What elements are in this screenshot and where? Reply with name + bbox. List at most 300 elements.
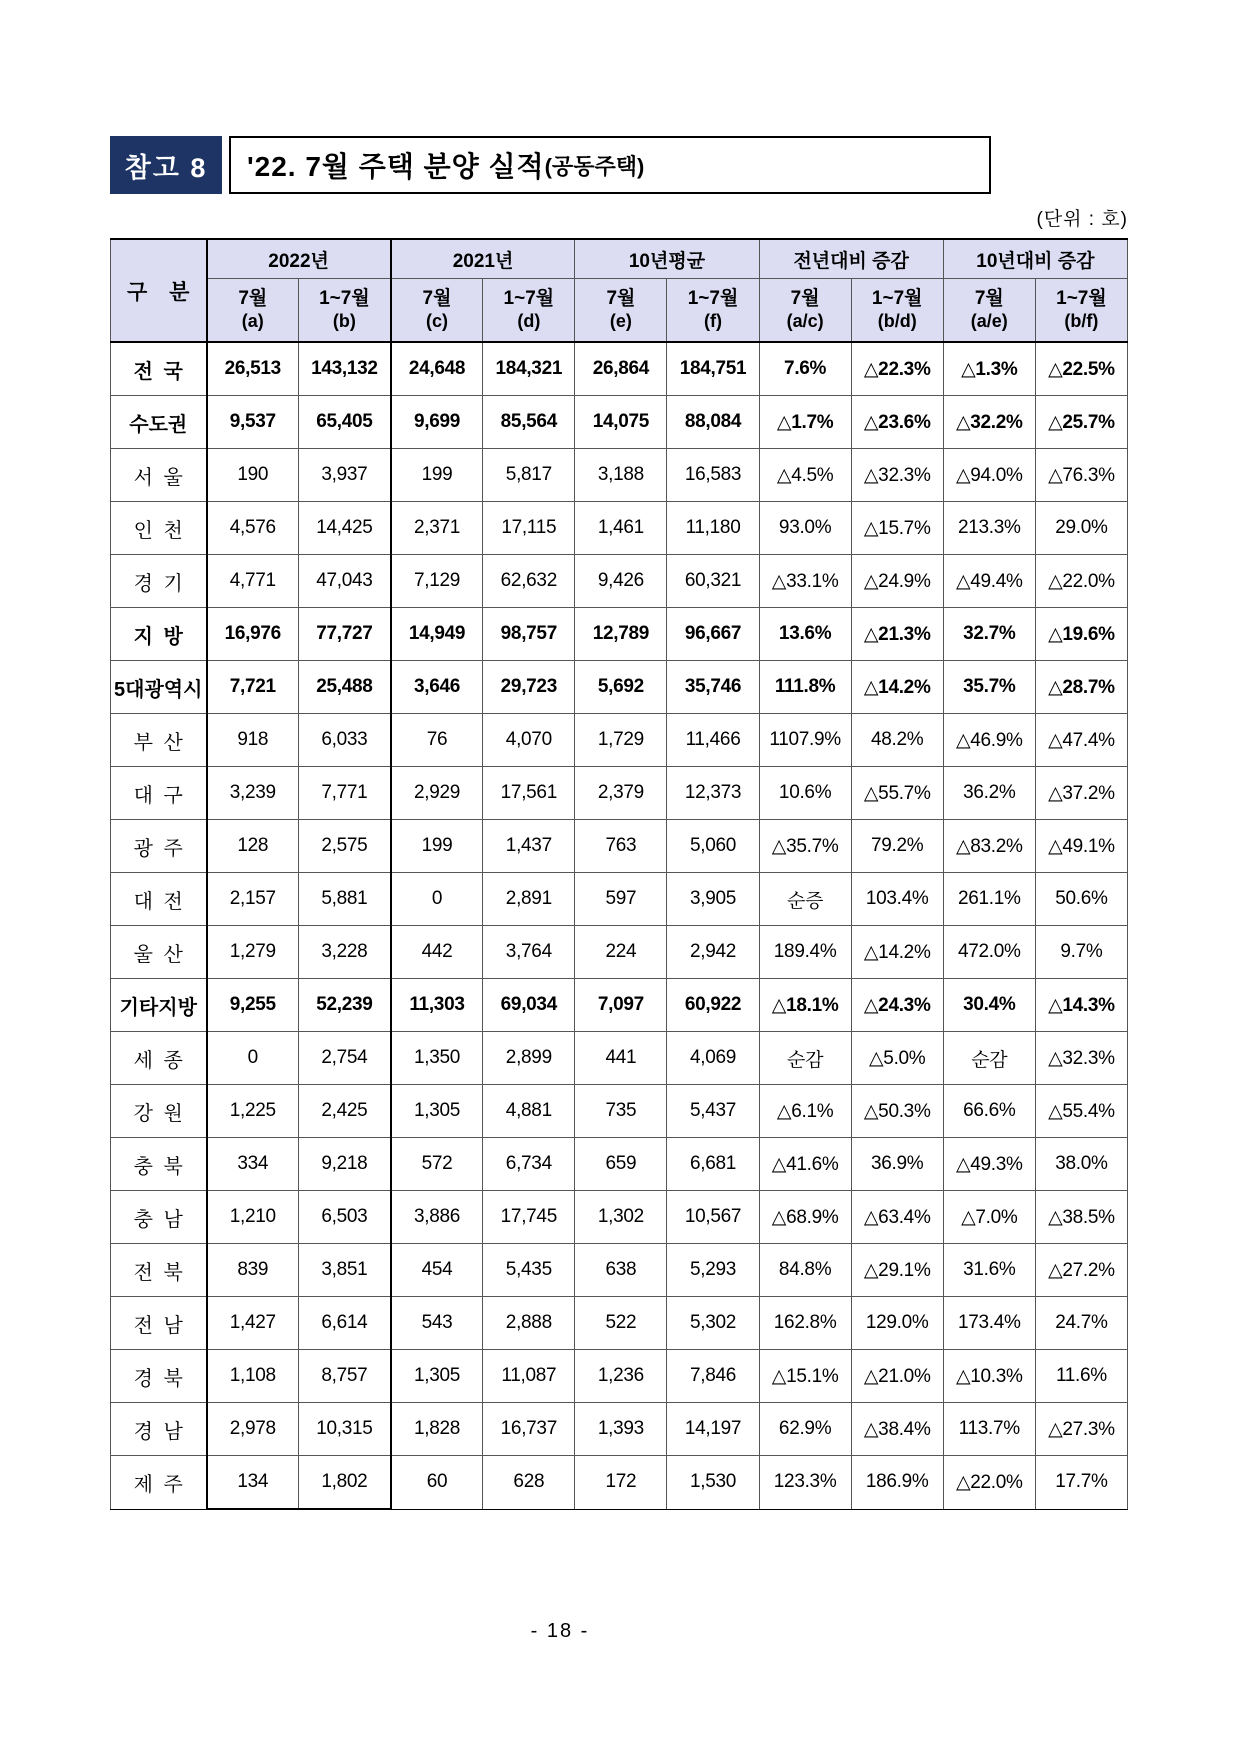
- subheader-b-d: [851, 279, 943, 343]
- value-cell: △27.3%: [1035, 1403, 1127, 1456]
- subheader-line2: (b/f): [1064, 311, 1099, 332]
- value-cell: △15.7%: [851, 502, 943, 555]
- row-label: 광 주: [111, 820, 207, 873]
- value-cell: 1,828: [391, 1403, 483, 1456]
- colgroup-yoy-change: 전년대비 증감: [759, 239, 943, 279]
- value-cell: 0: [207, 1032, 299, 1085]
- value-cell: 190: [207, 449, 299, 502]
- row-label: 강 원: [111, 1085, 207, 1138]
- subheader-a-e: [943, 279, 1035, 343]
- table-row: [111, 714, 1128, 767]
- subheader-line2: (b/d): [877, 311, 917, 332]
- value-cell: △14.2%: [851, 661, 943, 714]
- subheader-a-c: [759, 279, 851, 343]
- value-cell: 224: [575, 926, 667, 979]
- value-cell: 16,583: [667, 449, 759, 502]
- value-cell: 62.9%: [759, 1403, 851, 1456]
- value-cell: 7.6%: [759, 342, 851, 396]
- value-cell: 2,575: [299, 820, 391, 873]
- value-cell: 7,129: [391, 555, 483, 608]
- value-cell: 472.0%: [943, 926, 1035, 979]
- value-cell: 522: [575, 1297, 667, 1350]
- value-cell: △5.0%: [851, 1032, 943, 1085]
- value-cell: △1.7%: [759, 396, 851, 449]
- value-cell: △15.1%: [759, 1350, 851, 1403]
- value-cell: 543: [391, 1297, 483, 1350]
- page-title: '22. 7월 주택 분양 실적: [247, 151, 545, 182]
- value-cell: 5,881: [299, 873, 391, 926]
- value-cell: 66.6%: [943, 1085, 1035, 1138]
- table-row: [111, 1456, 1128, 1510]
- value-cell: △55.4%: [1035, 1085, 1127, 1138]
- value-cell: 65,405: [299, 396, 391, 449]
- value-cell: 17.7%: [1035, 1456, 1127, 1510]
- value-cell: 50.6%: [1035, 873, 1127, 926]
- value-cell: 30.4%: [943, 979, 1035, 1032]
- value-cell: 1,236: [575, 1350, 667, 1403]
- value-cell: 1,802: [299, 1456, 391, 1510]
- value-cell: △21.3%: [851, 608, 943, 661]
- value-cell: 10,315: [299, 1403, 391, 1456]
- title-box: [229, 136, 991, 194]
- table-row: [111, 608, 1128, 661]
- value-cell: 5,293: [667, 1244, 759, 1297]
- subheader-d: [483, 279, 575, 343]
- value-cell: 24.7%: [1035, 1297, 1127, 1350]
- value-cell: 5,435: [483, 1244, 575, 1297]
- subheader-line1: 1~7월: [687, 288, 739, 310]
- value-cell: 4,771: [207, 555, 299, 608]
- value-cell: 3,228: [299, 926, 391, 979]
- value-cell: 162.8%: [759, 1297, 851, 1350]
- value-cell: △49.4%: [943, 555, 1035, 608]
- value-cell: 2,371: [391, 502, 483, 555]
- value-cell: 143,132: [299, 342, 391, 396]
- value-cell: 1,305: [391, 1350, 483, 1403]
- subheader-a: [207, 279, 299, 343]
- table-row: [111, 555, 1128, 608]
- value-cell: 4,881: [483, 1085, 575, 1138]
- value-cell: △68.9%: [759, 1191, 851, 1244]
- value-cell: 1,350: [391, 1032, 483, 1085]
- value-cell: 60,922: [667, 979, 759, 1032]
- value-cell: 11.6%: [1035, 1350, 1127, 1403]
- subheader-line1: 7월: [606, 288, 636, 310]
- value-cell: 597: [575, 873, 667, 926]
- value-cell: △55.7%: [851, 767, 943, 820]
- value-cell: 84.8%: [759, 1244, 851, 1297]
- value-cell: △27.2%: [1035, 1244, 1127, 1297]
- value-cell: 12,373: [667, 767, 759, 820]
- value-cell: 35.7%: [943, 661, 1035, 714]
- value-cell: 13.6%: [759, 608, 851, 661]
- value-cell: 103.4%: [851, 873, 943, 926]
- value-cell: 8,757: [299, 1350, 391, 1403]
- value-cell: 14,425: [299, 502, 391, 555]
- value-cell: 98,757: [483, 608, 575, 661]
- value-cell: 572: [391, 1138, 483, 1191]
- value-cell: △50.3%: [851, 1085, 943, 1138]
- value-cell: 35,746: [667, 661, 759, 714]
- value-cell: 628: [483, 1456, 575, 1510]
- subheader-line1: 7월: [238, 288, 268, 310]
- value-cell: △37.2%: [1035, 767, 1127, 820]
- row-label: 전 북: [111, 1244, 207, 1297]
- value-cell: △14.2%: [851, 926, 943, 979]
- row-label: 부 산: [111, 714, 207, 767]
- value-cell: 11,466: [667, 714, 759, 767]
- row-label: 울 산: [111, 926, 207, 979]
- value-cell: 6,503: [299, 1191, 391, 1244]
- table-row: [111, 1297, 1128, 1350]
- value-cell: 5,817: [483, 449, 575, 502]
- value-cell: 3,239: [207, 767, 299, 820]
- value-cell: 6,033: [299, 714, 391, 767]
- table-row: [111, 1191, 1128, 1244]
- value-cell: 14,075: [575, 396, 667, 449]
- value-cell: 62,632: [483, 555, 575, 608]
- value-cell: 6,614: [299, 1297, 391, 1350]
- value-cell: △32.3%: [851, 449, 943, 502]
- subheader-b-f: [1035, 279, 1127, 343]
- value-cell: 134: [207, 1456, 299, 1510]
- value-cell: △32.3%: [1035, 1032, 1127, 1085]
- subheader-line1: 7월: [974, 288, 1004, 310]
- value-cell: 26,864: [575, 342, 667, 396]
- value-cell: 14,197: [667, 1403, 759, 1456]
- table-row: [111, 767, 1128, 820]
- subheader-e: [575, 279, 667, 343]
- value-cell: 1,729: [575, 714, 667, 767]
- table-row: [111, 449, 1128, 502]
- table-header: [111, 239, 1128, 342]
- value-cell: 5,437: [667, 1085, 759, 1138]
- value-cell: 1,530: [667, 1456, 759, 1510]
- subheader-line1: 1~7월: [1056, 288, 1107, 310]
- table-row: [111, 1138, 1128, 1191]
- value-cell: △63.4%: [851, 1191, 943, 1244]
- value-cell: △22.3%: [851, 342, 943, 396]
- subheader-line1: 1~7월: [503, 288, 555, 310]
- value-cell: 69,034: [483, 979, 575, 1032]
- value-cell: 454: [391, 1244, 483, 1297]
- value-cell: 735: [575, 1085, 667, 1138]
- value-cell: △38.4%: [851, 1403, 943, 1456]
- subheader-line2: (a/c): [786, 311, 824, 332]
- value-cell: 123.3%: [759, 1456, 851, 1510]
- table-row: [111, 661, 1128, 714]
- subheader-line2: (d): [517, 311, 541, 332]
- table-row: [111, 873, 1128, 926]
- value-cell: 2,929: [391, 767, 483, 820]
- table-row: [111, 1244, 1128, 1297]
- value-cell: 순감: [943, 1032, 1035, 1085]
- value-cell: 189.4%: [759, 926, 851, 979]
- value-cell: 12,789: [575, 608, 667, 661]
- value-cell: 1,210: [207, 1191, 299, 1244]
- value-cell: △46.9%: [943, 714, 1035, 767]
- value-cell: 9,699: [391, 396, 483, 449]
- value-cell: 2,978: [207, 1403, 299, 1456]
- value-cell: 659: [575, 1138, 667, 1191]
- column-group-row: [111, 239, 1128, 279]
- row-label: 인 천: [111, 502, 207, 555]
- value-cell: 334: [207, 1138, 299, 1191]
- value-cell: 5,060: [667, 820, 759, 873]
- row-label: 수도권: [111, 396, 207, 449]
- value-cell: 184,321: [483, 342, 575, 396]
- value-cell: 2,899: [483, 1032, 575, 1085]
- value-cell: 60,321: [667, 555, 759, 608]
- subheader-line2: (b): [332, 311, 356, 332]
- table-row: [111, 1403, 1128, 1456]
- value-cell: △24.9%: [851, 555, 943, 608]
- value-cell: 36.2%: [943, 767, 1035, 820]
- value-cell: 2,157: [207, 873, 299, 926]
- value-cell: 85,564: [483, 396, 575, 449]
- colgroup-10yr-average: 10년평균: [575, 239, 759, 279]
- value-cell: 9.7%: [1035, 926, 1127, 979]
- value-cell: 5,302: [667, 1297, 759, 1350]
- row-label: 전 남: [111, 1297, 207, 1350]
- value-cell: △10.3%: [943, 1350, 1035, 1403]
- value-cell: 93.0%: [759, 502, 851, 555]
- value-cell: △6.1%: [759, 1085, 851, 1138]
- value-cell: 3,937: [299, 449, 391, 502]
- value-cell: △28.7%: [1035, 661, 1127, 714]
- value-cell: 26,513: [207, 342, 299, 396]
- value-cell: △38.5%: [1035, 1191, 1127, 1244]
- value-cell: 1,461: [575, 502, 667, 555]
- value-cell: 839: [207, 1244, 299, 1297]
- subheader-line2: (f): [704, 311, 722, 332]
- value-cell: △29.1%: [851, 1244, 943, 1297]
- value-cell: 79.2%: [851, 820, 943, 873]
- value-cell: △49.3%: [943, 1138, 1035, 1191]
- value-cell: 7,846: [667, 1350, 759, 1403]
- value-cell: △7.0%: [943, 1191, 1035, 1244]
- value-cell: 1,279: [207, 926, 299, 979]
- value-cell: 11,087: [483, 1350, 575, 1403]
- value-cell: 763: [575, 820, 667, 873]
- value-cell: 1,225: [207, 1085, 299, 1138]
- value-cell: △83.2%: [943, 820, 1035, 873]
- value-cell: 4,069: [667, 1032, 759, 1085]
- value-cell: 32.7%: [943, 608, 1035, 661]
- subheader-line1: 7월: [790, 288, 820, 310]
- value-cell: 4,070: [483, 714, 575, 767]
- value-cell: 184,751: [667, 342, 759, 396]
- value-cell: 441: [575, 1032, 667, 1085]
- value-cell: 17,561: [483, 767, 575, 820]
- subheader-line1: 1~7월: [319, 288, 370, 310]
- value-cell: △49.1%: [1035, 820, 1127, 873]
- value-cell: △33.1%: [759, 555, 851, 608]
- sub-header-row: [111, 279, 1128, 343]
- value-cell: 11,303: [391, 979, 483, 1032]
- value-cell: 186.9%: [851, 1456, 943, 1510]
- value-cell: 47,043: [299, 555, 391, 608]
- value-cell: △35.7%: [759, 820, 851, 873]
- housing-supply-table: [110, 238, 1128, 1510]
- value-cell: 199: [391, 820, 483, 873]
- value-cell: 36.9%: [851, 1138, 943, 1191]
- value-cell: 25,488: [299, 661, 391, 714]
- value-cell: 2,754: [299, 1032, 391, 1085]
- row-label: 경 남: [111, 1403, 207, 1456]
- subheader-c: [391, 279, 483, 343]
- value-cell: 14,949: [391, 608, 483, 661]
- colgroup-2022: 2022년: [207, 239, 391, 279]
- row-label: 전 국: [111, 342, 207, 396]
- value-cell: 77,727: [299, 608, 391, 661]
- value-cell: 7,771: [299, 767, 391, 820]
- page-number: - 18 -: [530, 1620, 590, 1642]
- value-cell: 918: [207, 714, 299, 767]
- page-title-suffix: (공동주택): [544, 153, 645, 179]
- value-cell: 3,905: [667, 873, 759, 926]
- value-cell: △14.3%: [1035, 979, 1127, 1032]
- row-label: 제 주: [111, 1456, 207, 1510]
- value-cell: 2,379: [575, 767, 667, 820]
- value-cell: 38.0%: [1035, 1138, 1127, 1191]
- value-cell: 1,437: [483, 820, 575, 873]
- value-cell: △76.3%: [1035, 449, 1127, 502]
- value-cell: 199: [391, 449, 483, 502]
- value-cell: 9,426: [575, 555, 667, 608]
- value-cell: 1,302: [575, 1191, 667, 1244]
- value-cell: 1,305: [391, 1085, 483, 1138]
- value-cell: △1.3%: [943, 342, 1035, 396]
- value-cell: 16,737: [483, 1403, 575, 1456]
- value-cell: 4,576: [207, 502, 299, 555]
- value-cell: △19.6%: [1035, 608, 1127, 661]
- value-cell: 24,648: [391, 342, 483, 396]
- table-body: [111, 342, 1128, 1509]
- table-row: [111, 1350, 1128, 1403]
- value-cell: 11,180: [667, 502, 759, 555]
- value-cell: △32.2%: [943, 396, 1035, 449]
- value-cell: 3,886: [391, 1191, 483, 1244]
- value-cell: 0: [391, 873, 483, 926]
- value-cell: △22.5%: [1035, 342, 1127, 396]
- value-cell: 3,646: [391, 661, 483, 714]
- value-cell: 76: [391, 714, 483, 767]
- row-label: 대 구: [111, 767, 207, 820]
- value-cell: △18.1%: [759, 979, 851, 1032]
- value-cell: 17,745: [483, 1191, 575, 1244]
- subheader-line2: (a): [241, 311, 264, 332]
- colgroup-10yr-change: 10년대비 증감: [943, 239, 1127, 279]
- row-label: 충 북: [111, 1138, 207, 1191]
- value-cell: 88,084: [667, 396, 759, 449]
- value-cell: 129.0%: [851, 1297, 943, 1350]
- value-cell: 순증: [759, 873, 851, 926]
- value-cell: 2,891: [483, 873, 575, 926]
- row-label: 지 방: [111, 608, 207, 661]
- table-row: [111, 926, 1128, 979]
- value-cell: 10,567: [667, 1191, 759, 1244]
- value-cell: △47.4%: [1035, 714, 1127, 767]
- table-row: [111, 342, 1128, 396]
- value-cell: 5,692: [575, 661, 667, 714]
- table-row: [111, 820, 1128, 873]
- value-cell: 638: [575, 1244, 667, 1297]
- value-cell: △22.0%: [1035, 555, 1127, 608]
- table-row: [111, 1032, 1128, 1085]
- row-label: 경 기: [111, 555, 207, 608]
- value-cell: △22.0%: [943, 1456, 1035, 1510]
- value-cell: △21.0%: [851, 1350, 943, 1403]
- value-cell: 2,425: [299, 1085, 391, 1138]
- value-cell: 96,667: [667, 608, 759, 661]
- row-header-label: 구 분: [111, 239, 207, 342]
- row-label: 충 남: [111, 1191, 207, 1244]
- value-cell: 442: [391, 926, 483, 979]
- value-cell: 113.7%: [943, 1403, 1035, 1456]
- value-cell: 3,851: [299, 1244, 391, 1297]
- value-cell: 172: [575, 1456, 667, 1510]
- subheader-line1: 7월: [422, 288, 452, 310]
- colgroup-2021: 2021년: [391, 239, 575, 279]
- row-label: 대 전: [111, 873, 207, 926]
- value-cell: 111.8%: [759, 661, 851, 714]
- value-cell: 9,218: [299, 1138, 391, 1191]
- value-cell: 2,888: [483, 1297, 575, 1350]
- table-row: [111, 1085, 1128, 1138]
- row-label: 서 울: [111, 449, 207, 502]
- value-cell: 3,188: [575, 449, 667, 502]
- table-row: [111, 502, 1128, 555]
- row-label: 경 북: [111, 1350, 207, 1403]
- table-row: [111, 979, 1128, 1032]
- value-cell: 7,721: [207, 661, 299, 714]
- value-cell: 10.6%: [759, 767, 851, 820]
- table-row: [111, 396, 1128, 449]
- value-cell: 52,239: [299, 979, 391, 1032]
- value-cell: △94.0%: [943, 449, 1035, 502]
- reference-badge: 참고 8: [110, 136, 222, 194]
- value-cell: 3,764: [483, 926, 575, 979]
- row-label: 세 종: [111, 1032, 207, 1085]
- subheader-line2: (c): [425, 311, 448, 332]
- subheader-line1: 1~7월: [871, 288, 923, 310]
- value-cell: △23.6%: [851, 396, 943, 449]
- value-cell: 173.4%: [943, 1297, 1035, 1350]
- value-cell: 213.3%: [943, 502, 1035, 555]
- value-cell: 1107.9%: [759, 714, 851, 767]
- value-cell: 16,976: [207, 608, 299, 661]
- value-cell: 60: [391, 1456, 483, 1510]
- value-cell: 9,537: [207, 396, 299, 449]
- value-cell: 1,427: [207, 1297, 299, 1350]
- document-header: [110, 136, 1128, 194]
- value-cell: 48.2%: [851, 714, 943, 767]
- value-cell: △41.6%: [759, 1138, 851, 1191]
- subheader-f: [667, 279, 759, 343]
- unit-note: (단위 : 호): [1036, 209, 1128, 230]
- subheader-line2: (a/e): [970, 311, 1008, 332]
- value-cell: 261.1%: [943, 873, 1035, 926]
- value-cell: 1,108: [207, 1350, 299, 1403]
- value-cell: △24.3%: [851, 979, 943, 1032]
- value-cell: 29,723: [483, 661, 575, 714]
- value-cell: 1,393: [575, 1403, 667, 1456]
- value-cell: 순감: [759, 1032, 851, 1085]
- value-cell: △4.5%: [759, 449, 851, 502]
- value-cell: 29.0%: [1035, 502, 1127, 555]
- value-cell: 2,942: [667, 926, 759, 979]
